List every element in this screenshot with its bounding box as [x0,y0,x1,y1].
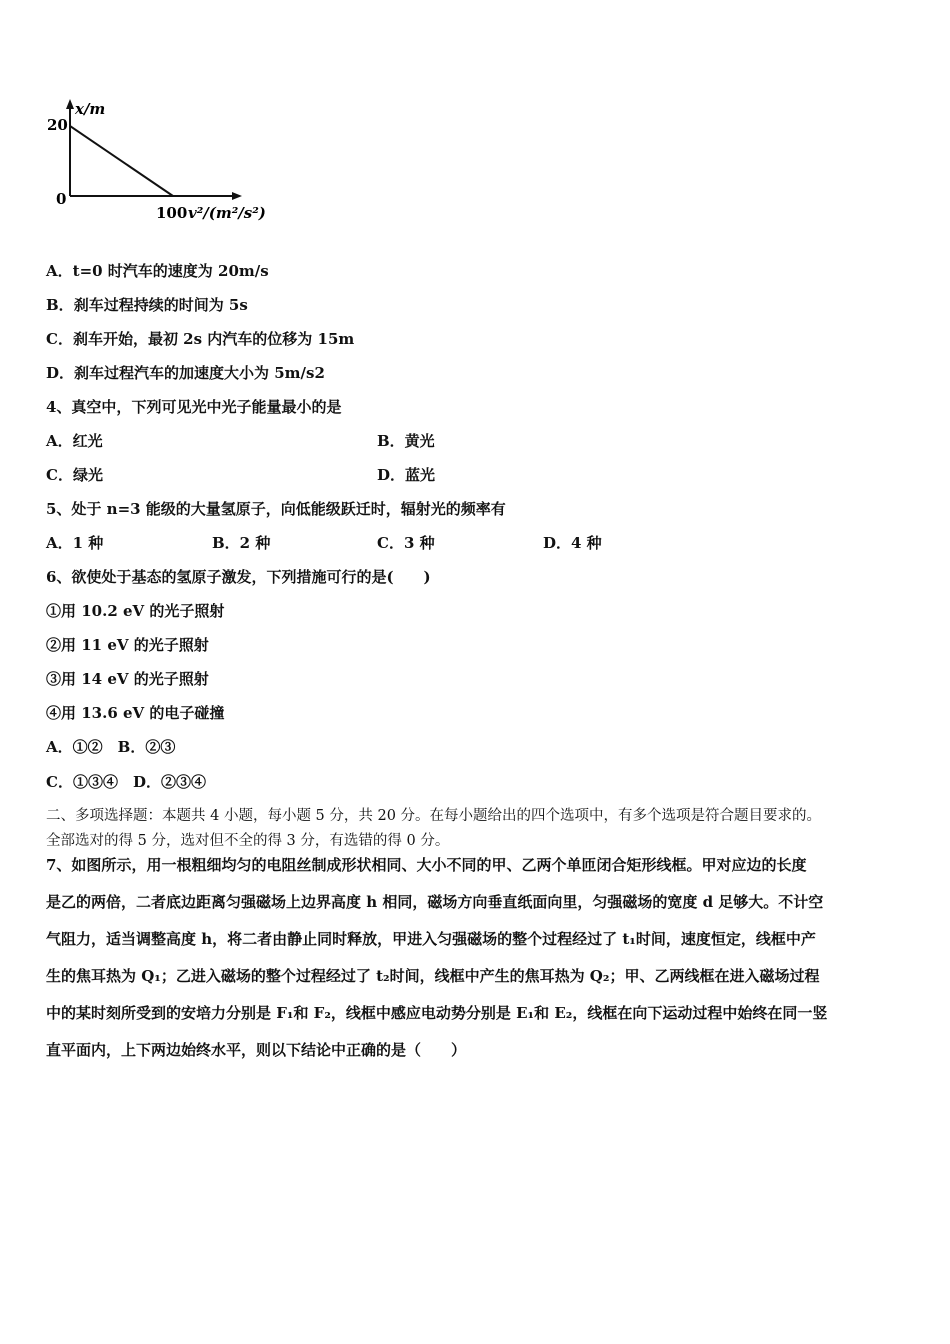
x-axis-label: v²/(m²/s²) [188,204,266,222]
y-axis-label: x/m [75,100,106,118]
q6-options-row1: A．①② B．②③ [46,738,176,756]
y-axis-arrow-icon [66,99,74,109]
q7-line-4: 生的焦耳热为 Q₁；乙进入磁场的整个过程经过了 t₂时间，线框中产生的焦耳热为 Q₂；甲、乙两线框在进入磁场过程 [46,967,820,985]
q7-line-2: 是乙的两倍，二者底边距离匀强磁场上边界高度 h 相同，磁场方向垂直纸面向里，匀强磁场的宽度 d 足够大。不计空 [46,893,824,911]
x-v2-graph [40,96,300,236]
q4-option-d: D．蓝光 [377,466,436,484]
q5-options [46,533,926,553]
x-tick-label: 100 [156,204,188,222]
q4-option-b: B．黄光 [377,432,435,450]
q6-stem: 6、欲使处于基态的氢原子激发，下列措施可行的是( ) [46,568,431,586]
q7-line-6: 直平面内，上下两边始终水平，则以下结论中正确的是（ ） [46,1041,467,1059]
q3-option-a: A．t=0 时汽车的速度为 20m/s [46,262,269,280]
y-tick-label: 20 [47,116,68,134]
q6-options-row2: C．①③④ D．②③④ [46,773,206,791]
q6-item-3: ③用 14 eV 的光子照射 [46,670,209,688]
q5-stem: 5、处于 n=3 能级的大量氢原子，向低能级跃迁时，辐射光的频率有 [46,500,506,518]
q6-item-4: ④用 13.6 eV 的电子碰撞 [46,704,225,722]
q5-option-b: B．2 种 [212,534,271,552]
q3-option-b: B．刹车过程持续的时间为 5s [46,296,248,314]
q7-paragraph [46,847,916,1069]
section2-line2: 全部选对的得 5 分，选对但不全的得 3 分，有选错的得 0 分。 [46,833,450,849]
q5-option-c: C．3 种 [377,534,435,552]
q4-option-c: C．绿光 [46,466,103,484]
section2-line1: 二、多项选择题：本题共 4 小题，每小题 5 分，共 20 分。在每小题给出的四个选项中，有多个选项是符合题目要求的。 [46,808,822,824]
x-axis-arrow-icon [232,192,242,200]
origin-label: 0 [56,190,67,208]
q3-option-d: D．刹车过程汽车的加速度大小为 5m/s2 [46,364,325,382]
q6-item-1: ①用 10.2 eV 的光子照射 [46,602,225,620]
q4-options-row2 [46,465,926,485]
data-line [70,126,173,196]
q4-option-a: A．红光 [46,432,103,450]
q5-option-a: A．1 种 [46,534,104,552]
q4-stem: 4、真空中，下列可见光中光子能量最小的是 [46,398,342,416]
q6-item-2: ②用 11 eV 的光子照射 [46,636,209,654]
q7-line-5: 中的某时刻所受到的安培力分别是 F₁和 F₂，线框中感应电动势分别是 E₁和 E₂，线框在向下运动过程中始终在同一竖 [46,1004,828,1022]
q7-line-3: 气阻力，适当调整高度 h，将二者由静止同时释放，甲进入匀强磁场的整个过程经过了 t₁时间，速度恒定，线框中产 [46,930,816,948]
q7-line-1: 7、如图所示，用一根粗细均匀的电阻丝制成形状相同、大小不同的甲、乙两个单匝闭合矩形线框。甲对应边的长度 [46,856,807,874]
q5-option-d: D．4 种 [543,534,602,552]
q3-option-c: C．刹车开始，最初 2s 内汽车的位移为 15m [46,330,355,348]
q4-options-row1 [46,431,926,451]
